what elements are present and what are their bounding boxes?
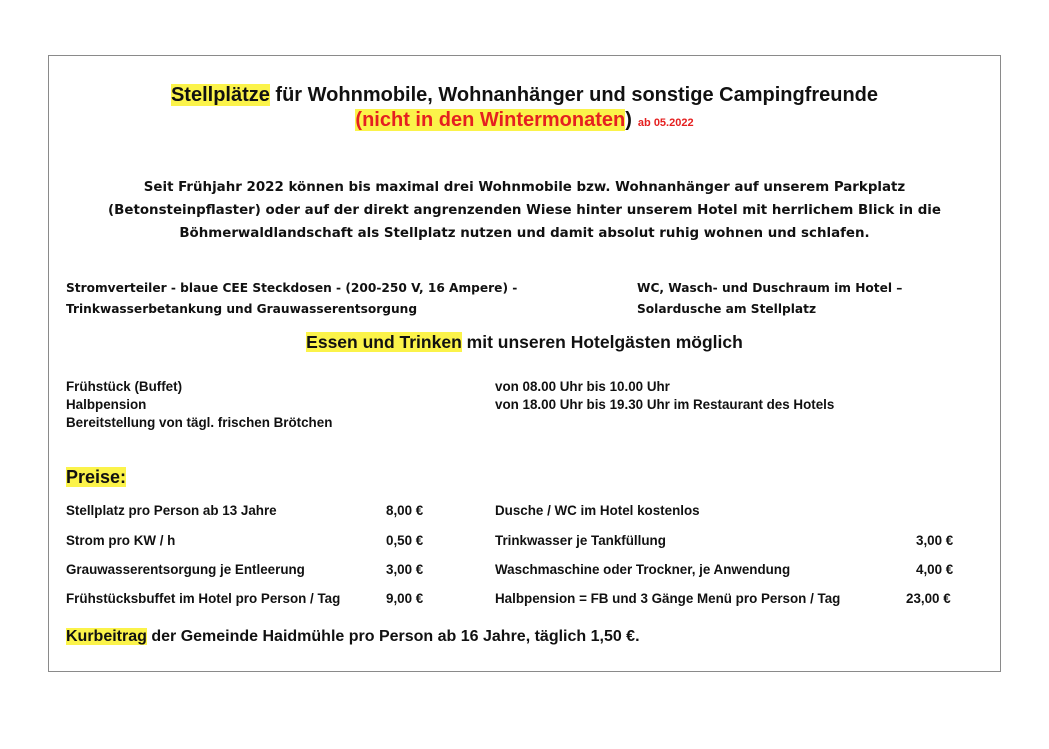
amenities-left bbox=[66, 278, 517, 320]
meals-right bbox=[495, 378, 834, 414]
amenity-line: Stromverteiler - blaue CEE Steckdosen - (200-250 V, 16 Ampere) - bbox=[66, 281, 518, 295]
kurbeitrag-rest: der Gemeinde Haidmühle pro Person ab 16 Jahre, täglich 1,50 €. bbox=[146, 628, 640, 645]
price-value: 4,00 € bbox=[916, 562, 954, 577]
subtitle-highlight: (nicht in den Wintermonaten bbox=[355, 109, 626, 131]
essen-heading bbox=[49, 332, 1000, 353]
essen-rest: mit unseren Hotelgästen möglich bbox=[461, 332, 743, 352]
price-value: 3,00 € bbox=[386, 562, 424, 577]
meals-left bbox=[66, 378, 332, 432]
title-highlight: Stellplätze bbox=[170, 84, 270, 106]
preise-highlight: Preise: bbox=[66, 467, 127, 487]
intro-paragraph bbox=[49, 176, 1000, 245]
title-rest: für Wohnmobile, Wohnanhänger und sonstige Campingfreunde bbox=[269, 84, 879, 106]
subtitle-close: ) bbox=[625, 109, 632, 131]
meal-item: Frühstück (Buffet) bbox=[66, 379, 183, 394]
page-title bbox=[49, 84, 1000, 107]
preise-heading bbox=[66, 467, 126, 488]
amenities-right bbox=[637, 278, 902, 320]
intro-line: Seit Frühjahr 2022 können bis maximal drei Wohnmobile bzw. Wohnanhänger auf unserem Parkplatz bbox=[143, 180, 906, 195]
since-note: ab 05.2022 bbox=[637, 117, 694, 129]
price-label: Strom pro KW / h bbox=[66, 533, 176, 548]
price-label: Grauwasserentsorgung je Entleerung bbox=[66, 562, 305, 577]
price-label: Stellplatz pro Person ab 13 Jahre bbox=[66, 503, 277, 518]
price-value: 0,50 € bbox=[386, 533, 424, 548]
price-label: Frühstücksbuffet im Hotel pro Person / Tag bbox=[66, 591, 341, 606]
meal-time: von 18.00 Uhr bis 19.30 Uhr im Restaurant des Hotels bbox=[495, 397, 835, 412]
amenity-line: Solardusche am Stellplatz bbox=[637, 302, 817, 316]
meal-item: Halbpension bbox=[66, 397, 147, 412]
meal-item: Bereitstellung von tägl. frischen Brötchen bbox=[66, 415, 333, 430]
document-page bbox=[48, 55, 1001, 672]
price-label: Trinkwasser je Tankfüllung bbox=[495, 533, 666, 548]
amenity-line: WC, Wasch- und Duschraum im Hotel – bbox=[637, 281, 903, 295]
page-subtitle bbox=[49, 109, 1000, 132]
intro-line: (Betonsteinpflaster) oder auf der direkt angrenzenden Wiese hinter unserem Hotel mit herrlichem Blick in die bbox=[108, 203, 941, 218]
price-label: Waschmaschine oder Trockner, je Anwendung bbox=[495, 562, 791, 577]
kurbeitrag-note bbox=[66, 628, 640, 646]
intro-line: Böhmerwaldlandschaft als Stellplatz nutzen und damit absolut ruhig wohnen und schlafen. bbox=[179, 226, 870, 241]
price-label: Dusche / WC im Hotel kostenlos bbox=[495, 503, 700, 518]
meal-time: von 08.00 Uhr bis 10.00 Uhr bbox=[495, 379, 670, 394]
price-value: 3,00 € bbox=[916, 533, 954, 548]
price-value: 9,00 € bbox=[386, 591, 424, 606]
price-value: 23,00 € bbox=[906, 591, 951, 606]
amenity-line: Trinkwasserbetankung und Grauwasserentsorgung bbox=[66, 302, 418, 316]
price-value: 8,00 € bbox=[386, 503, 424, 518]
price-label: Halbpension = FB und 3 Gänge Menü pro Person / Tag bbox=[495, 591, 841, 606]
essen-highlight: Essen und Trinken bbox=[306, 332, 462, 352]
kurbeitrag-highlight: Kurbeitrag bbox=[66, 628, 147, 645]
